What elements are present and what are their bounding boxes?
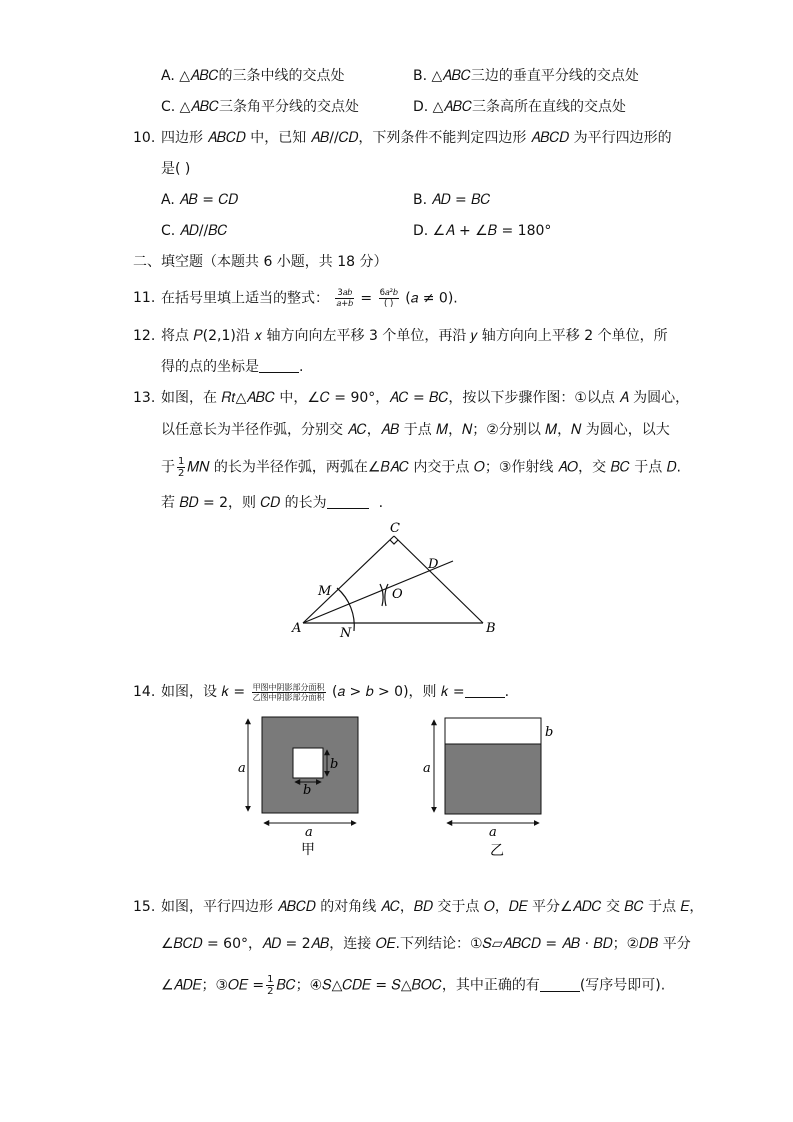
q13-half-numerator: 1 bbox=[178, 456, 185, 467]
q11-text: 在括号里填上适当的整式： bbox=[161, 290, 329, 307]
q14-ratio-fraction bbox=[252, 683, 326, 702]
jia-label-b-right: b bbox=[330, 757, 339, 772]
yi-shaded-rect bbox=[445, 744, 541, 814]
q13-triangle-figure bbox=[280, 516, 510, 646]
q10-option-a: A. 𝐴𝐵 = 𝐶𝐷 bbox=[161, 192, 239, 208]
q11-rhs-numerator: 6𝑎²𝑏 bbox=[379, 288, 398, 298]
label-d: D bbox=[428, 557, 439, 572]
q13-line4: 若 𝐵𝐷 = 2，则 𝐶𝐷 的长为 bbox=[161, 495, 327, 511]
q9-option-d: D. △𝐴𝐵𝐶三条高所在直线的交点处 bbox=[413, 99, 626, 115]
arc-o-1 bbox=[380, 584, 383, 606]
q11-number: 11. bbox=[133, 290, 156, 306]
q11-rhs-denominator: ( ) bbox=[384, 299, 394, 309]
arc-mn bbox=[337, 588, 354, 631]
q15-line3-prefix: ∠𝐴𝐷𝐸；③𝑂𝐸 = bbox=[161, 977, 265, 994]
q14-condition: (𝑎 > 𝑏 > 0)，则 𝑘 = bbox=[332, 684, 465, 700]
q15-half-numerator: 1 bbox=[267, 974, 274, 985]
yi-white-strip bbox=[445, 718, 541, 744]
q14-prefix: 如图，设 𝑘 = bbox=[161, 684, 246, 700]
q10-stem-line1: 四边形 𝐴𝐵𝐶𝐷 中，已知 𝐴𝐵//𝐶𝐷，下列条件不能判定四边形 𝐴𝐵𝐶𝐷 为平行四边形的 bbox=[161, 130, 672, 146]
q13-number: 13. bbox=[133, 390, 156, 406]
yi-label-a-bottom: a bbox=[489, 825, 497, 840]
q14-ratio-numerator: 甲图中阴影部分面积 bbox=[252, 682, 325, 692]
q14-figure-jia bbox=[230, 712, 370, 862]
q13-half-denominator: 2 bbox=[178, 468, 185, 479]
q12-line1: 将点 𝑃(2,1)沿 𝑥 轴方向向左平移 3 个单位，再沿 𝑦 轴方向向上平移 2 个单位，所 bbox=[161, 328, 668, 344]
q15-half-denominator: 2 bbox=[267, 986, 274, 997]
q13-half-fraction bbox=[177, 456, 185, 479]
q13-line1: 如图，在 𝑅𝑡△𝐴𝐵𝐶 中，∠𝐶 = 90°，𝐴𝐶 = 𝐵𝐶，按以下步骤作图：①以点 𝐴 为圆心， bbox=[161, 390, 690, 406]
q14-answer-blank[interactable] bbox=[465, 683, 505, 698]
q12-line2: 得的点的坐标是 bbox=[161, 359, 259, 375]
q9-option-c: C. △𝐴𝐵𝐶三条角平分线的交点处 bbox=[161, 99, 359, 115]
q10-option-d: D. ∠𝐴 + ∠𝐵 = 180° bbox=[413, 223, 552, 239]
label-a: A bbox=[292, 621, 302, 636]
label-c: C bbox=[390, 521, 400, 536]
q12-number: 12. bbox=[133, 328, 156, 344]
jia-label-b-bottom: b bbox=[303, 783, 312, 798]
q12-answer-blank[interactable] bbox=[259, 358, 299, 373]
jia-label-a-left: a bbox=[238, 761, 246, 776]
q12-line2-row bbox=[161, 357, 303, 377]
q15-half-fraction bbox=[266, 974, 274, 997]
q13-period: . bbox=[378, 495, 384, 511]
jia-hole-square bbox=[293, 748, 323, 778]
q9-option-a: A. △𝐴𝐵𝐶的三条中线的交点处 bbox=[161, 68, 345, 84]
jia-caption: 甲 bbox=[301, 842, 315, 858]
q15-line3-middle: 𝐵𝐶；④𝑆△𝐶𝐷𝐸 = 𝑆△𝐵𝑂𝐶，其中正确的有 bbox=[276, 977, 540, 994]
q13-line3-row bbox=[161, 456, 681, 479]
arc-o-2 bbox=[385, 584, 388, 606]
q12-period: . bbox=[299, 359, 304, 375]
label-n: N bbox=[340, 626, 352, 641]
q15-number: 15. bbox=[133, 899, 156, 915]
q14-figure-yi bbox=[418, 712, 558, 862]
q10-option-c: C. 𝐴𝐷//𝐵𝐶 bbox=[161, 223, 228, 239]
q11-rhs-fraction bbox=[379, 288, 399, 309]
q15-answer-blank[interactable] bbox=[540, 977, 580, 992]
q13-line3-prefix: 于 bbox=[161, 459, 175, 476]
q11-lhs-fraction bbox=[335, 288, 354, 309]
right-angle-mark bbox=[390, 540, 398, 544]
yi-caption: 乙 bbox=[490, 843, 504, 859]
q10-stem-line2: 是( ) bbox=[161, 161, 191, 177]
yi-label-b: b bbox=[545, 725, 554, 740]
label-b: B bbox=[486, 621, 496, 636]
q15-line1: 如图，平行四边形 𝐴𝐵𝐶𝐷 的对角线 𝐴𝐶，𝐵𝐷 交于点 𝑂，𝐷𝐸 平分∠𝐴𝐷𝐶 交 𝐵𝐶 于点 𝐸， bbox=[161, 899, 704, 915]
q11-text-row bbox=[161, 288, 458, 309]
q14-period: . bbox=[504, 684, 510, 700]
q13-line2: 以任意长为半径作弧，分别交 𝐴𝐶，𝐴𝐵 于点 𝑀，𝑁；②分别以 𝑀，𝑁 为圆心，以大 bbox=[161, 422, 670, 438]
label-m: M bbox=[318, 584, 332, 599]
q13-line3-rest: 𝑀𝑁 的长为半径作弧，两弧在∠𝐵𝐴𝐶 内交于点 𝑂；③作射线 𝐴𝑂，交 𝐵𝐶 于点 𝐷. bbox=[187, 459, 681, 476]
label-o: O bbox=[392, 587, 403, 602]
section-heading: 二、填空题（本题共 6 小题，共 18 分） bbox=[133, 254, 388, 270]
q11-lhs-numerator: 3𝑎𝑏 bbox=[337, 288, 353, 298]
q13-answer-blank[interactable] bbox=[327, 494, 369, 509]
q15-line3-suffix: (写序号即可). bbox=[579, 977, 666, 994]
q11-lhs-denominator: 𝑎+𝑏 bbox=[336, 299, 353, 309]
q10-option-b: B. 𝐴𝐷 = 𝐵𝐶 bbox=[413, 192, 491, 208]
q15-line2: ∠𝐵𝐶𝐷 = 60°，𝐴𝐷 = 2𝐴𝐵，连接 𝑂𝐸.下列结论：①𝑆▱𝐴𝐵𝐶𝐷 = 𝐴𝐵 · 𝐵𝐷；②𝐷𝐵 平分 bbox=[161, 936, 691, 952]
q11-equals: = bbox=[360, 290, 373, 307]
q14-number: 14. bbox=[133, 684, 156, 700]
q14-text-row bbox=[161, 682, 509, 702]
q11-condition: (𝑎 ≠ 0). bbox=[405, 290, 458, 307]
side-ac bbox=[303, 536, 394, 623]
q14-ratio-denominator: 乙图中阴影部分面积 bbox=[252, 692, 325, 702]
yi-label-a-left: a bbox=[423, 761, 431, 776]
q13-line4-row bbox=[161, 493, 383, 513]
jia-label-a-bottom: a bbox=[305, 825, 313, 840]
q10-number: 10. bbox=[133, 130, 156, 146]
q15-line3-row bbox=[161, 974, 665, 997]
q9-option-b: B. △𝐴𝐵𝐶三边的垂直平分线的交点处 bbox=[413, 68, 639, 84]
